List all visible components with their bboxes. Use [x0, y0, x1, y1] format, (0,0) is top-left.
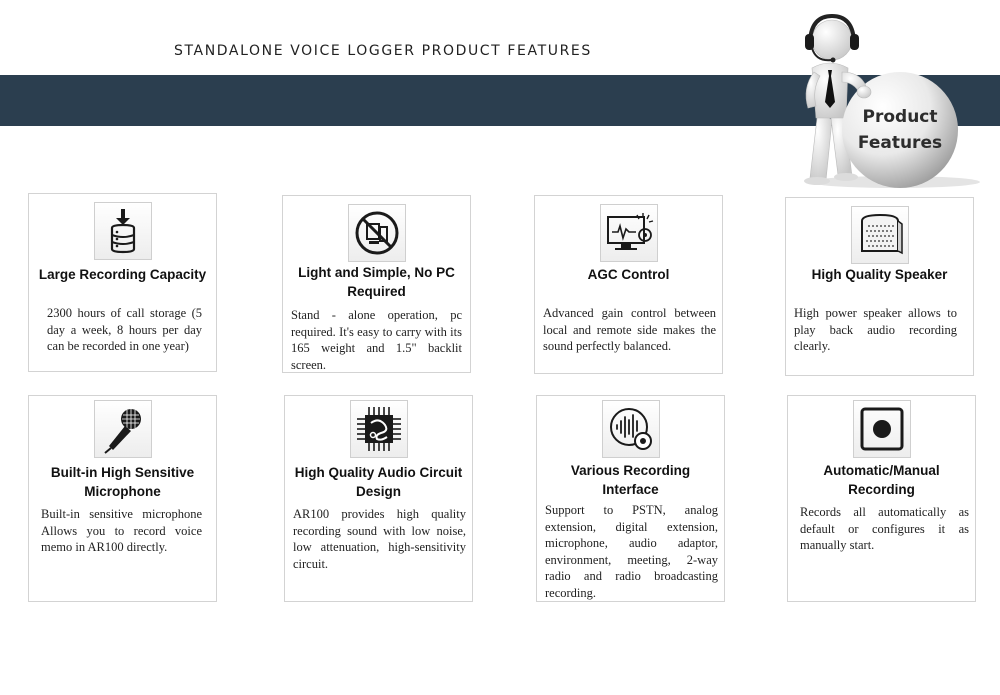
- feature-title: Automatic/Manual Recording: [823, 463, 940, 497]
- feature-title: Various Recording Interface: [570, 463, 691, 497]
- feature-description: Advanced gain control between local and remote side makes the sound perfectly balanced.: [543, 306, 716, 353]
- product-features-badge: [848, 104, 952, 156]
- feature-title: Light and Simple, No PC Required: [298, 265, 455, 299]
- mascot-illustration: [790, 10, 990, 190]
- feature-card-built-in-microphone: [28, 395, 217, 602]
- feature-description: AR100 provides high quality recording sound with low noise, low attenuation, high-sensitivity circuit.: [293, 507, 466, 571]
- no-pc-icon: [348, 204, 406, 262]
- page-title: STANDALONE VOICE LOGGER PRODUCT FEATURES: [174, 43, 592, 59]
- feature-description: High power speaker allows to play back audio recording clearly.: [794, 306, 957, 353]
- feature-title: AGC Control: [587, 267, 670, 282]
- badge-line-2: Features: [857, 133, 943, 153]
- microphone-icon: [94, 400, 152, 458]
- recording-interface-icon: [602, 400, 660, 458]
- feature-card-automatic-manual-recording: [787, 395, 976, 602]
- feature-title: High Quality Audio Circuit Design: [294, 465, 463, 499]
- feature-title: Large Recording Capacity: [38, 267, 207, 282]
- badge-line-1: Product: [862, 107, 938, 127]
- feature-description: 2300 hours of call storage (5 day a week, 8 hours per day can be recorded in one year): [47, 306, 202, 353]
- feature-card-audio-circuit-design: [284, 395, 473, 602]
- feature-card-agc-control: [534, 195, 723, 374]
- feature-title: Built-in High Sensitive Microphone: [50, 465, 195, 499]
- audio-chip-icon: [350, 400, 408, 458]
- feature-description: Built-in sensitive microphone Allows you to record voice memo in AR100 directly.: [41, 507, 202, 554]
- agc-monitor-icon: [600, 204, 658, 262]
- feature-card-recording-interface: [536, 395, 725, 602]
- feature-card-light-and-simple: [282, 195, 471, 373]
- feature-card-high-quality-speaker: [785, 197, 974, 376]
- feature-card-large-recording-capacity: [28, 193, 217, 372]
- feature-description: Records all automatically as default or configures it as manually start.: [800, 505, 969, 552]
- feature-description: Support to PSTN, analog extension, digital extension, microphone, audio adaptor, environment, meeting, 2-way radio and radio broadcasting recording.: [545, 503, 718, 600]
- feature-title: High Quality Speaker: [811, 267, 948, 282]
- record-button-icon: [853, 400, 911, 458]
- feature-description: Stand - alone operation, pc required. It's easy to carry with its 165 weight and 1.5" backlit screen.: [291, 308, 462, 372]
- database-download-icon: [94, 202, 152, 260]
- speaker-icon: [851, 206, 909, 264]
